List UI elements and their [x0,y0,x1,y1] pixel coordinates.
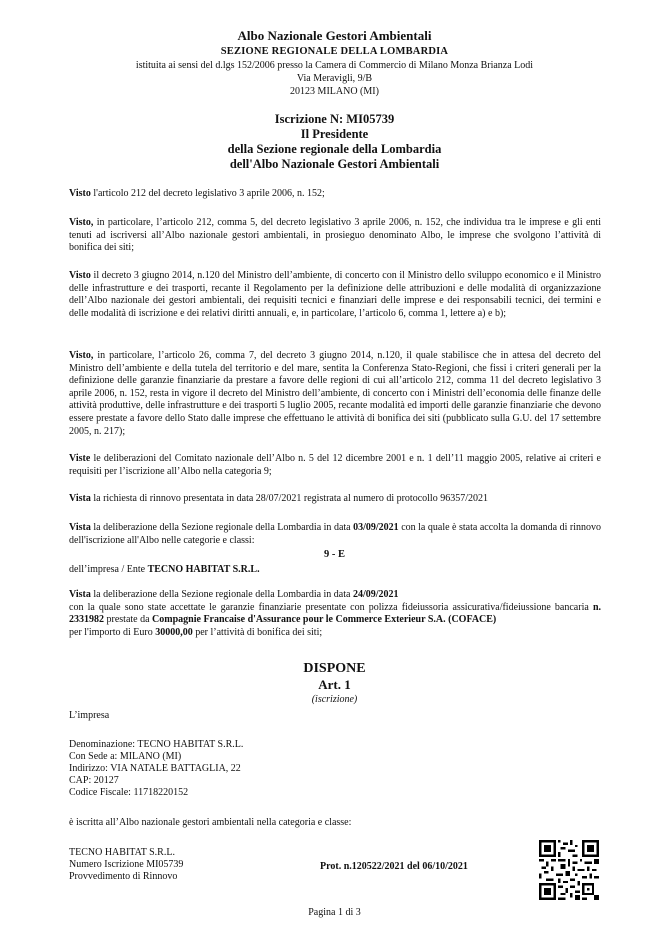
article-heading: Art. 1 [318,677,351,692]
codice-fiscale: Codice Fiscale: 11718220152 [69,787,189,798]
denominazione: Denominazione: TECNO HABITAT S.R.L. [69,739,244,750]
footer-number: Numero Iscrizione MI05739 [69,859,184,870]
legal-basis: istituita ai sensi del d.lgs 152/2006 presso la Camera di Commercio di Milano Monza Brianza Lodi [135,60,534,71]
paragraph-4: Visto, in particolare, l’articolo 26, comma 7, del decreto 3 giugno 2014, n.120, il quale stabilisce che in attesa del decreto del Ministro dell’ambiente e della tutela del territorio e del mare, sentita la Conferenza Stato-Regioni, che fissi i criteri generali per la definizione delle garanzie finanziarie da prestare a favore delle regioni di cui all’articolo 212, comma 11 del decreto legislativo 3 aprile 2006, n. 152, resta in vigore il decreto del Ministro dell’ambiente, di concerto con i Ministri dell’economia delle finanze delle attività produttive, delle infrastrutture e dei trasporti 5 luglio 2005, recante modalità ed importi delle garanzie finanziarie che devono essere prestate a favore dello Stato dalle imprese che effettuano le attività di bonifica dei siti (pubblicato sulla G.U. del 17 settembre 2005, n. 217); [69,350,601,437]
indirizzo: Indirizzo: VIA NATALE BATTAGLIA, 22 [69,763,241,774]
footer-company: TECNO HABITAT S.R.L. [69,847,175,858]
footer-provvedimento: Provvedimento di Rinnovo [69,871,178,882]
category-class: 9 - E [324,549,345,560]
paragraph-9: Vista la deliberazione della Sezione regionale della Lombardia in data 24/09/2021 con la quale sono state accettate le garanzie finanziarie presentate con polizza fideiussoria assicurativa/fideiussione bancaria n. 2331982 prestate da Compagnie Francaise d'Assurance pour le Commerce Exterieur S.A. (COFACE) per l'importo di Euro 30000,00 per l’attività di bonifica dei siti; [69,589,601,638]
qr-code [539,840,599,900]
registration-number: Iscrizione N: MI05739 [274,112,395,126]
page-number: Pagina 1 di 3 [308,907,361,918]
section-title: SEZIONE REGIONALE DELLA LOMBARDIA [220,46,449,57]
address-city: 20123 MILANO (MI) [290,86,379,97]
footer-protocol: Prot. n.120522/2021 del 06/10/2021 [320,861,468,872]
dispone-heading: DISPONE [303,661,366,676]
paragraph-5: Viste le deliberazioni del Comitato nazionale dell’Albo n. 5 del 12 dicembre 2001 e n. 1 dell’11 maggio 2005, relative ai criteri e requisiti per l’iscrizione all’Albo nella categoria 9; [69,453,601,477]
article-subtitle: (iscrizione) [311,694,358,705]
paragraph-8: dell’impresa / Ente TECNO HABITAT S.R.L. [69,564,260,575]
paragraph-6: Vista la richiesta di rinnovo presentata in data 28/07/2021 registrata al numero di protocollo 96357/2021 [69,493,488,504]
org-title: Albo Nazionale Gestori Ambientali [237,28,432,43]
title-president: Il Presidente [300,127,369,141]
title-section: della Sezione regionale della Lombardia [227,142,442,156]
paragraph-1: Visto l'articolo 212 del decreto legislativo 3 aprile 2006, n. 152; [69,188,325,199]
cap: CAP: 20127 [69,775,119,786]
paragraph-2: Visto, in particolare, l’articolo 212, comma 5, del decreto legislativo 3 aprile 2006, n. 152, che individua tra le imprese e gli enti tenuti ad iscriversi all’Albo nazionale gestori ambientali, in prosieguo denominato Albo, le imprese che svolgono l’attività di bonifica dei siti; [69,217,601,254]
sede: Con Sede a: MILANO (MI) [69,751,182,762]
title-albo: dell'Albo Nazionale Gestori Ambientali [229,157,440,171]
paragraph-3: Visto il decreto 3 giugno 2014, n.120 del Ministro dell’ambiente, di concerto con il Ministro dello sviluppo economico e il Ministro delle infrastrutture e dei trasporti, recante il Regolamento per la definizione delle attribuzioni e delle modalità di organizzazione dell’Albo nazionale dei gestori ambientali, dei requisiti tecnici e finanziari delle imprese e dei responsabili tecnici, dei termini e delle modalità di iscrizione e dei relativi diritti annuali, e, in particolare, l’articolo 6, comma 1, lettere a) e b); [69,270,601,319]
iscritta-text: è iscritta all’Albo nazionale gestori ambientali nella categoria e classe: [69,817,352,828]
paragraph-7: Vista la deliberazione della Sezione regionale della Lombardia in data 03/09/2021 con la quale è stata accolta la domanda di rinnovo dell'iscrizione all'Albo nelle categorie e classi: [69,522,601,546]
address-street: Via Meravigli, 9/B [296,73,373,84]
impresa-label: L’impresa [69,710,110,721]
